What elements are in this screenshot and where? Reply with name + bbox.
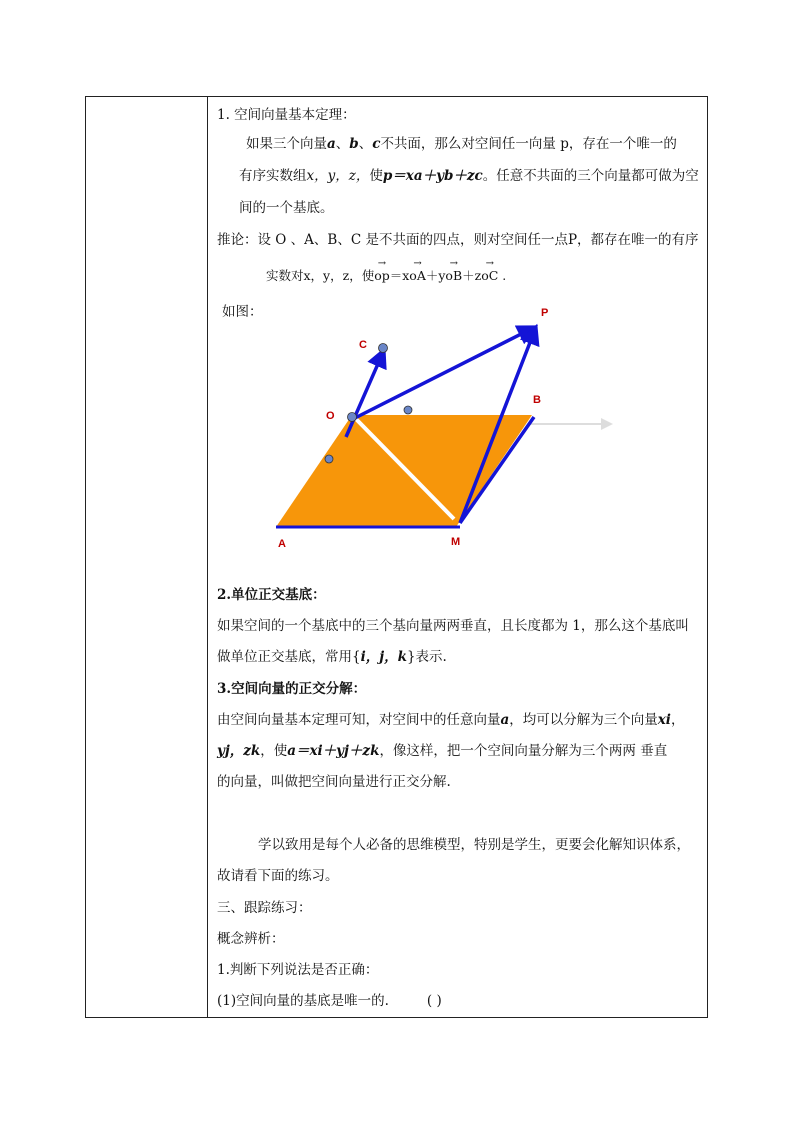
label-o: O <box>326 410 335 422</box>
text: 做单位正交基底，常用{ <box>217 649 361 665</box>
dot <box>325 455 333 463</box>
figure-label: 如图： <box>222 304 263 320</box>
question-1: 1.判断下列说法是否正确： <box>217 962 379 978</box>
label-b: B <box>533 394 541 406</box>
text: 、 <box>335 136 350 152</box>
text: (1)空间向量的基底是唯一的. <box>217 993 389 1009</box>
vector-c: c <box>372 136 381 152</box>
lesson-table <box>85 96 708 1018</box>
vector-op-arrow <box>353 327 535 419</box>
point-c-dot <box>379 344 388 353</box>
answer-blank: ( ) <box>426 993 442 1009</box>
dot <box>404 406 412 414</box>
content-cell <box>208 97 707 1017</box>
vector-oc: → oC <box>481 270 498 283</box>
sec1-line2 <box>239 170 699 184</box>
sec3-line2 <box>217 745 667 759</box>
text: 实数对x，y，z，使 <box>266 268 375 283</box>
sec2-line2 <box>217 651 447 665</box>
sec3-line3: 的向量，叫做把空间向量进行正交分解. <box>217 774 451 790</box>
sec1-line1 <box>246 138 677 152</box>
text: 如果三个向量 <box>246 136 327 152</box>
sec2-title: 2.单位正交基底： <box>217 587 326 603</box>
text: ＝x <box>389 268 410 283</box>
sec1-title: 1. 空间向量基本定理： <box>217 107 356 123</box>
sec3-line1 <box>217 714 684 728</box>
vector-figure <box>208 297 708 547</box>
label-m: M <box>451 536 461 547</box>
text: 。任意不共面的三个向量都可做为空 <box>482 168 699 184</box>
equation: p＝xa＋yb＋zc <box>382 168 483 184</box>
para-line2: 故请看下面的练习。 <box>217 868 339 884</box>
label-p: P <box>541 307 549 319</box>
text: 由空间向量基本定理可知，对空间中的任意向量 <box>217 712 501 728</box>
vector-ob: → oB <box>445 270 462 283</box>
text: 不共面，那么对空间任一向量 p，存在一个唯一的 <box>380 136 677 152</box>
vars: x，y，z， <box>306 168 370 184</box>
text: ＋z <box>462 268 482 283</box>
sec2-line1: 如果空间的一个基底中的三个基向量两两垂直，且长度都为 1，那么这个基底叫 <box>217 618 689 634</box>
label-a: A <box>278 538 286 547</box>
question-1a <box>217 995 442 1009</box>
vector-xi: xi <box>657 712 671 728</box>
practice-title: 三、跟踪练习： <box>217 900 312 916</box>
vector-op: → op <box>374 270 390 283</box>
para-line1: 学以致用是每个人必备的思维模型，特别是学生，更要会化解知识体系， <box>258 837 690 853</box>
text: ，使 <box>260 743 288 759</box>
corollary-line1: 推论：设 O 、A、B、C 是不共面的四点，则对空间任一点P，都存在唯一的有序 <box>217 232 699 248</box>
text: 使 <box>369 168 383 184</box>
vector-oa: → oA <box>409 270 426 283</box>
equation: a＝xi＋yj＋zk <box>287 743 380 759</box>
text: ，像这样，把一个空间向量分解为三个两两 垂直 <box>379 743 668 759</box>
vector-a: a <box>327 136 336 152</box>
text: ，均可以分解为三个向量 <box>509 712 658 728</box>
text: 、 <box>358 136 373 152</box>
text: 有序实数组 <box>239 168 307 184</box>
sec3-title: 3.空间向量的正交分解： <box>217 681 367 697</box>
text: ， <box>670 712 685 728</box>
vector-a: a <box>500 712 510 728</box>
vector-b: b <box>349 136 359 152</box>
point-o-dot <box>348 413 357 422</box>
basis-vars: i，j，k <box>360 649 407 665</box>
practice-subtitle: 概念辨析： <box>217 931 285 947</box>
corollary-line2 <box>266 270 506 283</box>
vectors: yj，zk <box>217 743 261 759</box>
text: ＋y <box>425 268 446 283</box>
text: }表示. <box>406 649 447 665</box>
sec1-line3: 间的一个基底。 <box>239 200 334 216</box>
text: . <box>498 268 507 283</box>
label-c: C <box>359 339 367 351</box>
